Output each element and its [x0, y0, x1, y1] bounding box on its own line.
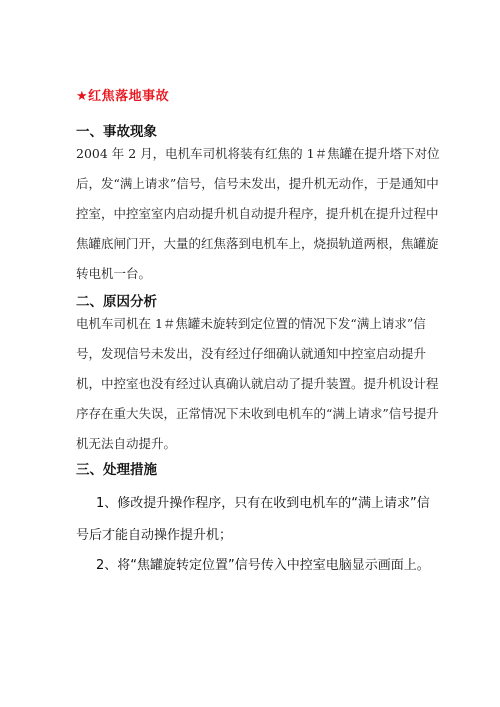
measure-item-1	[76, 488, 436, 552]
measure-line: 1、修改提升操作程序，只有在收到电机车的“满上请求”信	[96, 496, 430, 511]
body-line: 控室，中控室室内启动提升机自动提升程序，提升机在提升过程中	[76, 206, 439, 221]
body-line: 机无法自动提升。	[76, 436, 177, 451]
measure-item-2	[76, 550, 436, 582]
body-line: 2004 年 2 月，电机车司机将装有红焦的 1＃焦罐在提升塔下对位	[76, 146, 440, 161]
measure-line: 2、将“焦罐旋转定位置”信号传入中控室电脑显示画面上。	[96, 558, 430, 573]
body-line: 电机车司机在 1＃焦罐未旋转到定位置的情况下发“满上请求”信	[76, 316, 426, 331]
section-heading-measures: 三、处理措施	[76, 462, 157, 478]
section-heading-analysis: 二、原因分析	[76, 294, 157, 310]
section-body-phenomenon	[76, 139, 440, 289]
document-title: ★红焦落地事故	[76, 89, 170, 104]
section-body-analysis	[76, 309, 439, 459]
body-line: 机，中控室也没有经过认真确认就启动了提升装置。提升机设计程	[76, 376, 439, 391]
measure-line: 号后才能自动操作提升机；	[76, 528, 233, 543]
body-line: 焦罐底闸门开，大量的红焦落到电机车上，烧损轨道两根，焦罐旋	[76, 236, 439, 251]
section-heading-phenomenon: 一、事故现象	[76, 124, 157, 140]
body-line: 后，发“满上请求”信号，信号未发出，提升机无动作，于是通知中	[76, 176, 439, 191]
body-line: 号，发现信号未发出，没有经过仔细确认就通知中控室启动提升	[76, 346, 427, 361]
body-line: 序存在重大失误，正常情况下未收到电机车的“满上请求”信号提升	[76, 406, 439, 421]
body-line: 转电机一台。	[76, 266, 152, 281]
